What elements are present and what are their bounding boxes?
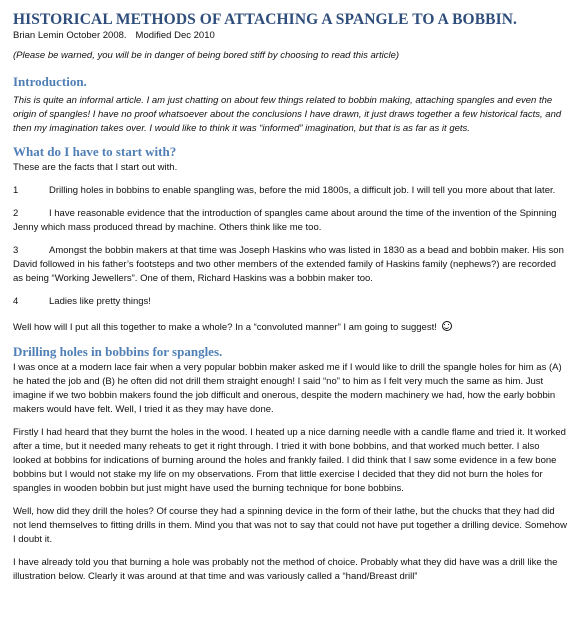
fact-number: 4 xyxy=(13,296,19,307)
drilling-paragraph-1: I was once at a modern lace fair when a very popular bobbin maker asked me if I would like to drill the spangle holes for him as (A) he hated the job and (B) he often did not drill them straight enough! I said “no” to him as I felt very much the same as him. Just imagine if we two bobbin makers found the job difficult and onerous, despite the modern machinery we had, how the early bobbin makers would have felt. Well, I tried it as they may have done. xyxy=(13,362,562,415)
document-title: HISTORICAL METHODS OF ATTACHING A SPANGLE TO A BOBBIN. xyxy=(13,11,517,28)
fact-number: 3 xyxy=(13,245,19,256)
start-lead: These are the facts that I start out with. xyxy=(13,162,178,173)
fact-item-2 xyxy=(13,207,568,235)
fact-item-1 xyxy=(13,184,568,198)
drilling-paragraph-3: Well, how did they drill the holes? Of course they had a spinning device in the form of their lathe, but the chucks that they had did not lend themselves to fitting drills in them. Mind you that was not to say that could not have put together a drilling device. Somehow I doubt it. xyxy=(13,506,567,545)
heading-drilling: Drilling holes in bobbins for spangles. xyxy=(13,344,223,359)
fact-item-3 xyxy=(13,244,568,286)
fact-number: 2 xyxy=(13,208,19,219)
introduction-text: This is quite an informal article. I am just chatting on about few things related to bobbin making, attaching spangles and even the origin of spangles! I have no proof whatsoever about the conclusions I have drawn, it just draws together a few historical facts, and then my imagination takes over. I would like to think it was “informed” imagination, but that is as far as it gets. xyxy=(13,95,562,134)
fact-text: Drilling holes in bobbins to enable spangling was, before the mid 1800s, a difficult job. I will tell you more about that later. xyxy=(49,185,556,196)
fact-text: Ladies like pretty things! xyxy=(49,296,151,307)
fact-text: Amongst the bobbin makers at that time was Joseph Haskins who was listed in 1830 as a bead and bobbin maker. His son David followed in his father’s footsteps and two other members of the extended family of Haskins family (nephews?) are recorded as being “Working Jewellers”. One of them, Richard Haskins was a bobbin maker too. xyxy=(13,245,564,284)
modified-date: Modified Dec 2010 xyxy=(135,30,215,41)
author-date: Brian Lemin October 2008. xyxy=(13,30,127,41)
fact-item-4 xyxy=(13,295,568,309)
drilling-paragraph-4: I have already told you that burning a hole was probably not the method of choice. Probably what they did have was a drill like the illustration below. Clearly it was around at that time and was variously called a “hand/Breast drill” xyxy=(13,557,558,582)
fact-text: I have reasonable evidence that the introduction of spangles came about around the time of the invention of the Spinning Jenny which mass produced thread by machine. Others think like me too. xyxy=(13,208,557,233)
smiley-icon xyxy=(442,321,452,331)
warning-note: (Please be warned, you will be in danger of being bored stiff by choosing to read this article) xyxy=(13,50,400,61)
drilling-paragraph-2: Firstly I had heard that they burnt the holes in the wood. I heated up a nice darning needle with a candle flame and tried it. It worked after a time, but it needed many reheats to get it right through. I tried it with bone bobbins, and that worked much better. I also looked at bobbins for indications of burning around the holes and frankly failed. I did think that I saw some evidence in a few bone bobbins but I would not stake my life on my observations. From that little exercise I decided that they did not burn the holes for spangles in wooden bobbin but just might have used the burning technique for bone bobbins. xyxy=(13,427,566,494)
heading-introduction: Introduction. xyxy=(13,74,87,89)
fact-number: 1 xyxy=(13,185,19,196)
heading-start: What do I have to start with? xyxy=(13,144,177,159)
start-summary: Well how will I put all this together to make a whole? In a “convoluted manner” I am going to suggest! xyxy=(13,321,568,335)
byline xyxy=(13,30,568,41)
